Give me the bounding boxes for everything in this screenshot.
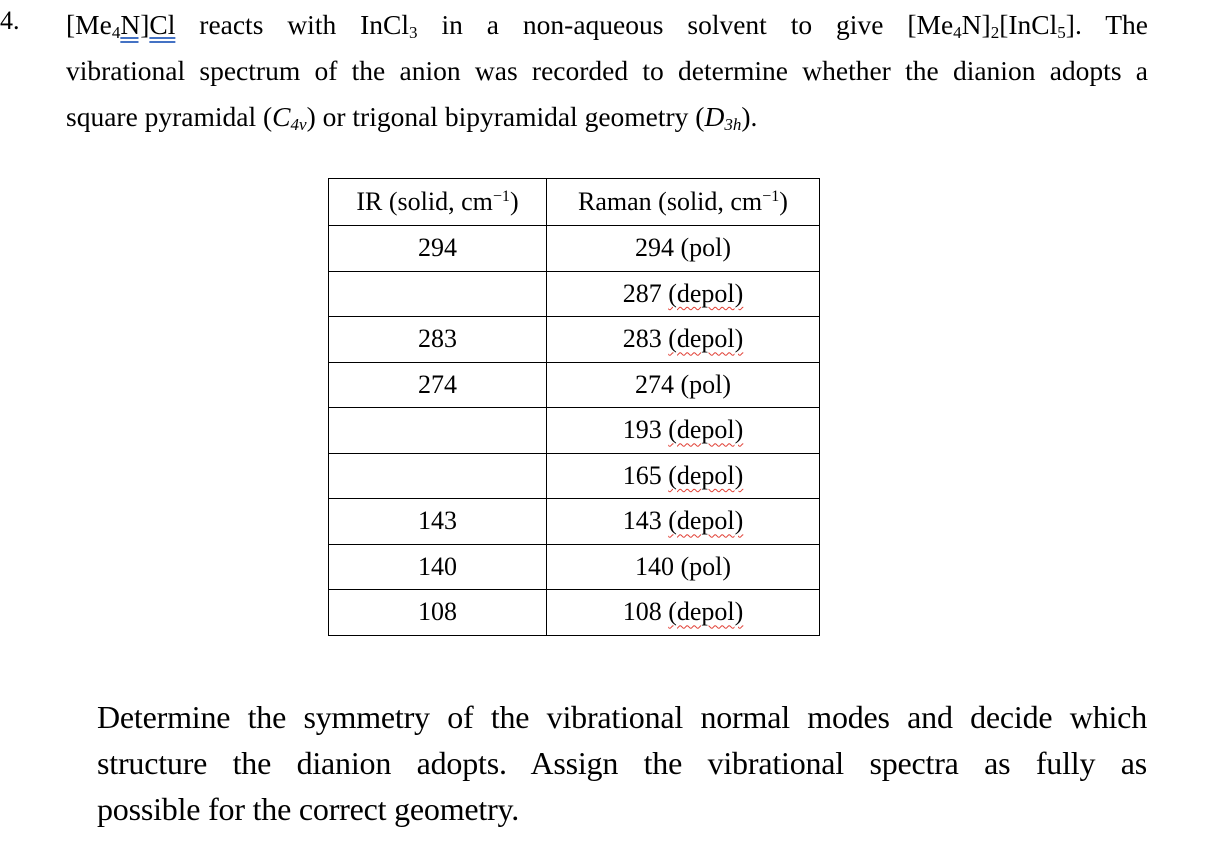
raman-cell [547, 317, 820, 363]
table-row [329, 317, 820, 363]
raman-value: 274 [634, 369, 674, 399]
raman-cell [547, 362, 820, 408]
intro-line-1: $[Me_4N]Cl$ reacts with InCl$_3$ in a non-aqueous solvent to give $[Me_4N]_2[InCl_5]$. The [66, 9, 1149, 42]
table-row [329, 590, 820, 636]
table-row [329, 271, 820, 317]
intro-line-2: vibrational spectrum of the anion was recorded to determine whether the dianion adopts a [66, 55, 1148, 86]
raman-polarization: (pol) [680, 551, 732, 581]
ir-cell: 283 [329, 317, 547, 363]
grammar-flag-n: N] [120, 9, 150, 40]
raman-polarization: (depol) [668, 324, 744, 354]
raman-value: 140 [634, 551, 674, 581]
raman-value: 108 [622, 597, 662, 627]
table-header-row [329, 179, 820, 226]
task-line-2: structure the dianion adopts. Assign the vibrational spectra as fully as [97, 745, 1147, 781]
ir-cell [329, 271, 547, 317]
table-row [329, 408, 820, 454]
ir-cell: 108 [329, 590, 547, 636]
raman-cell [547, 499, 820, 545]
intro-line-3: square pyramidal $(C_{4v})$ or trigonal bipyramidal geometry $(D_{3h})$. [66, 101, 758, 134]
raman-polarization: (pol) [680, 369, 732, 399]
raman-cell [547, 408, 820, 454]
raman-header: Raman (solid, $cm^{-1}$) [547, 179, 820, 226]
task-line-1: Determine the symmetry of the vibrational normal modes and decide which [97, 699, 1147, 735]
raman-cell [547, 544, 820, 590]
raman-value: 193 [622, 415, 662, 445]
table-row [329, 499, 820, 545]
question-task [97, 694, 1147, 832]
raman-polarization: (depol) [668, 597, 744, 627]
raman-value: 143 [622, 506, 662, 536]
raman-value: 287 [622, 278, 662, 308]
raman-cell [547, 590, 820, 636]
raman-value: 165 [622, 460, 662, 490]
spectra-table [328, 178, 820, 636]
ir-cell: 274 [329, 362, 547, 408]
ir-cell: 143 [329, 499, 547, 545]
ir-cell: 294 [329, 226, 547, 272]
ir-header: IR (solid, $cm^{-1}$) [329, 179, 547, 226]
ir-cell [329, 453, 547, 499]
raman-polarization: (depol) [668, 415, 744, 445]
ir-cell: 140 [329, 544, 547, 590]
table-row [329, 544, 820, 590]
table-row [329, 362, 820, 408]
task-line-3: possible for the correct geometry. [97, 791, 520, 827]
raman-polarization: (depol) [668, 506, 744, 536]
raman-cell [547, 226, 820, 272]
raman-polarization: (pol) [680, 233, 732, 263]
raman-cell [547, 271, 820, 317]
question-intro [66, 2, 1148, 140]
raman-polarization: (depol) [668, 460, 744, 490]
ir-cell [329, 408, 547, 454]
spectra-table-body [329, 226, 820, 636]
table-row [329, 453, 820, 499]
raman-value: 283 [622, 324, 662, 354]
table-row [329, 226, 820, 272]
grammar-flag-cl: Cl [149, 9, 176, 40]
question-number: 4. [0, 6, 20, 35]
raman-polarization: (depol) [668, 278, 744, 308]
raman-value: 294 [634, 233, 674, 263]
raman-cell [547, 453, 820, 499]
